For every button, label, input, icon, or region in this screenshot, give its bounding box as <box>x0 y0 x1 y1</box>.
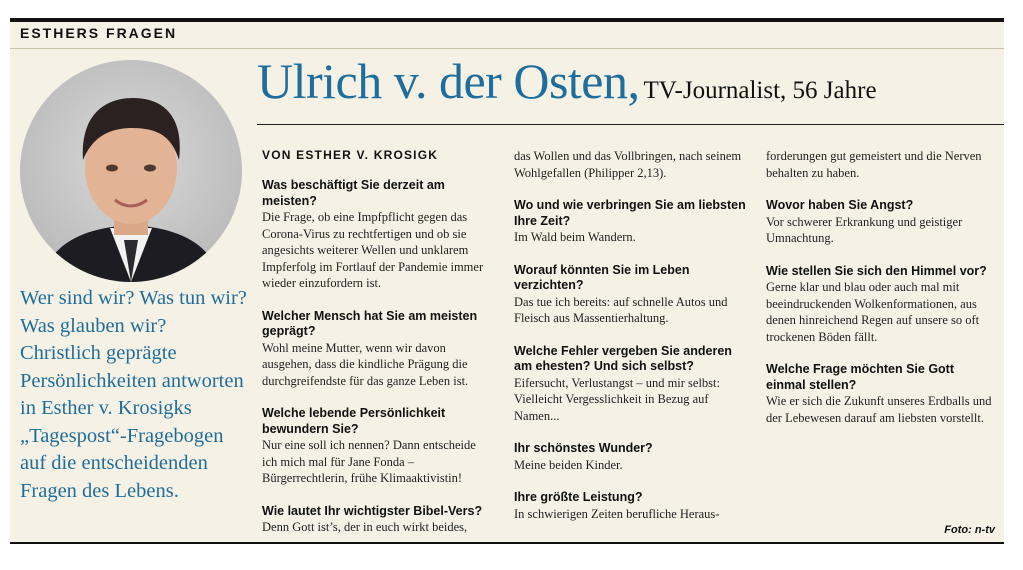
answer: Eifersucht, Verlustangst – und mir selbst: Vielleicht Vergesslichkeit in Bezug auf Namen... <box>514 375 720 423</box>
question: Was beschäftigt Sie derzeit am meisten? <box>262 178 445 208</box>
answer: Meine beiden Kinder. <box>514 457 623 472</box>
intro-text: Wer sind wir? Was tun wir? Was glauben wir? Christlich geprägte Persönlichkeiten antworten in Esther v. Krosigks „Tagespost“-Fragebogen auf die entscheidenden Fragen des Lebens. <box>20 287 247 502</box>
kicker-divider <box>10 48 1004 49</box>
question: Wo und wie verbringen Sie am liebsten Ihre Zeit? <box>514 198 746 228</box>
portrait-illustration <box>20 60 242 282</box>
answer: Vor schwerer Erkrankung und geistiger Umnachtung. <box>766 214 963 245</box>
question: Worauf könnten Sie im Leben verzichten? <box>514 262 690 292</box>
question: Welche Frage möchten Sie Gott einmal stellen? <box>766 362 955 392</box>
question: Welcher Mensch hat Sie am meisten geprägt? <box>262 308 478 338</box>
answer: Gerne klar und blau oder auch mal mit beeindruckenden Wolkenformationen, aus denen hinreichend Regen auf unsere so oft trockenen Böden fällt. <box>766 280 980 344</box>
answer: Die Frage, ob eine Impfpflicht gegen das Corona-Virus zu rechtfertigen und ob sie angesichts weiterer Wellen und unklarem Impferfolg im Fortlauf der Pandemie immer wieder einzufordern ist. <box>262 210 484 290</box>
portrait-photo <box>20 60 242 282</box>
answer-continuation: das Wollen und das Vollbringen, nach seinem Wohlgefallen (Philipper 2,13). <box>514 149 742 180</box>
answer: Das tue ich bereits: auf schnelle Autos und Fleisch aus Massentierhaltung. <box>514 294 728 325</box>
photo-credit: Foto: n-tv <box>944 524 995 536</box>
question: Ihre größte Leistung? <box>514 490 643 504</box>
column-2 <box>514 148 752 539</box>
answer: Denn Gott ist’s, der in euch wirkt beides, <box>262 520 468 534</box>
question: Welche Fehler vergeben Sie anderen am ehesten? Und sich selbst? <box>514 343 732 373</box>
column-3 <box>766 148 992 443</box>
answer: In schwierigen Zeiten berufliche Heraus- <box>514 506 720 521</box>
answer: Wohl meine Mutter, wenn wir davon ausgehen, dass die kindliche Prägung die durchgreifendste für das ganze Leben ist. <box>262 340 469 388</box>
question: Wie stellen Sie sich den Himmel vor? <box>766 263 987 278</box>
byline: VON ESTHER V. KROSIGK <box>262 148 439 162</box>
section-kicker: ESTHERS FRAGEN <box>20 25 178 41</box>
headline-subtitle: TV-Journalist, 56 Jahre <box>643 77 877 104</box>
headline-divider <box>257 124 1004 125</box>
question: Wie lautet Ihr wichtigster Bibel-Vers? <box>262 503 483 518</box>
headline-name: Ulrich v. der Osten, <box>257 53 640 109</box>
answer: Nur eine soll ich nennen? Dann entscheide ich mich mal für Jane Fonda – Bürgerrechtlerin, frühe Klimaaktivistin! <box>262 438 476 485</box>
question: Welche lebende Persönlichkeit bewundern Sie? <box>262 406 446 436</box>
answer: Im Wald beim Wandern. <box>514 230 636 244</box>
headline <box>257 52 877 110</box>
question: Ihr schönstes Wunder? <box>514 441 653 455</box>
column-1 <box>262 148 494 553</box>
answer: Wie er sich die Zukunft unseres Erdballs und der Lebewesen darauf am liebsten vorstellt. <box>766 394 992 425</box>
question: Wovor haben Sie Angst? <box>766 198 914 212</box>
answer-continuation: forderungen gut gemeistert und die Nerven behalten zu haben. <box>766 149 982 180</box>
